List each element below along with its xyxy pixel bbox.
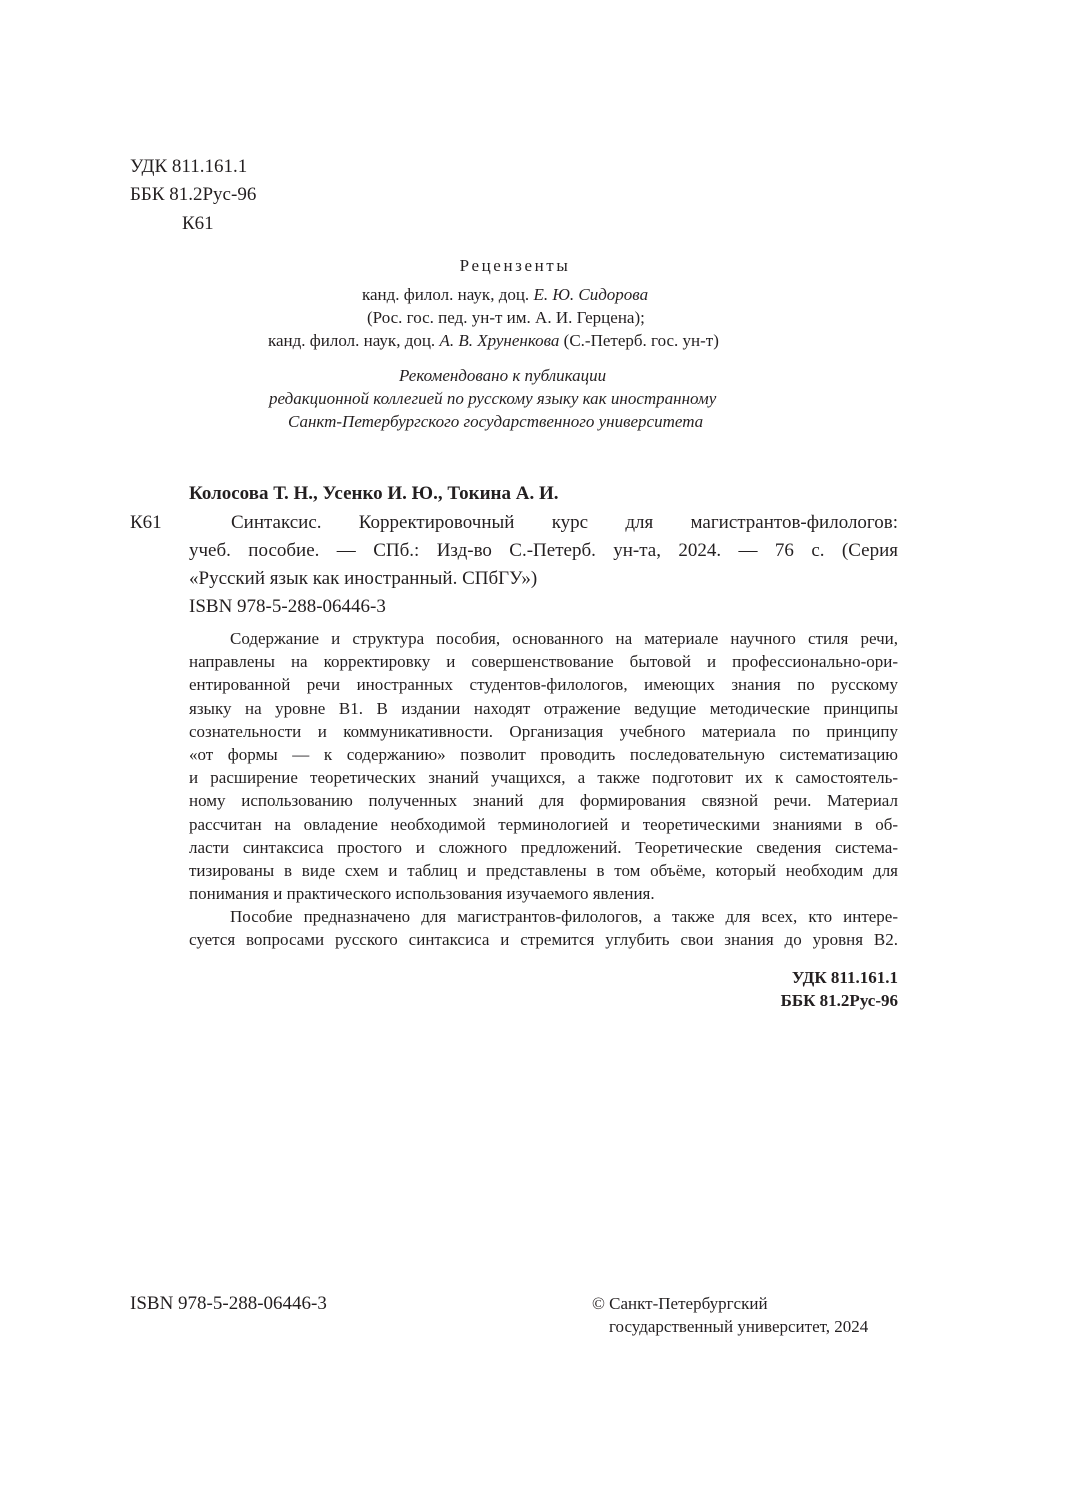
abstract (189, 627, 898, 952)
abstract-line: ласти синтаксиса простого и сложного предложений. Теоретические сведения система- (189, 837, 898, 857)
bib-author-sign: К61 (130, 512, 162, 533)
classification-udk: УДК 811.161.1 (791, 968, 898, 987)
abstract-line: ному использованию полученных знаний для формирования связной речи. Материал (189, 791, 898, 811)
abstract-line: и расширение теоретических знаний учащихся, а также подготовит их к самостоятель- (189, 768, 898, 788)
footer-isbn: ISBN 978-5-288-06446-3 (130, 1293, 327, 1314)
reviewer-1-name: Е. Ю. Сидорова (533, 285, 649, 304)
bib-isbn: ISBN 978-5-288-06446-3 (189, 596, 386, 617)
author-sign: К61 (182, 213, 214, 234)
abstract-line: «от формы — к содержанию» позволит проводить последовательную систематизацию (189, 744, 898, 764)
bbk-code: ББК 81.2Рус-96 (130, 184, 257, 205)
reviewer-1-degree: канд. филол. наук, доц. (362, 285, 534, 304)
bib-line-2: учеб. пособие. — СПб.: Изд-во С.-Петерб. ун-та, 2024. — 76 с. (Серия (189, 540, 898, 561)
recommendation-line-1: Рекомендовано к публикации (399, 366, 607, 385)
reviewer-1-org: (Рос. гос. пед. ун-т им. А. И. Герцена); (367, 308, 645, 327)
bib-line-1: Синтаксис. Корректировочный курс для магистрантов-филологов: (231, 512, 898, 533)
abstract-line: суется вопросами русского синтаксиса и стремится углубить свои знания до уровня B2. (189, 930, 898, 950)
abstract-line: ентированной речи иностранных студентов-филологов, имеющих знания по русскому (189, 675, 898, 695)
abstract-line: Пособие предназначено для магистрантов-филологов, а также для всех, кто интере- (230, 907, 898, 927)
abstract-line: языку на уровне B1. В издании находят отражение ведущие методические принципы (189, 698, 898, 718)
reviewer-2 (268, 331, 719, 351)
abstract-line: сознательности и коммуникативности. Организация учебного материала по принципу (189, 721, 898, 741)
reviewer-2-name: А. В. Хруненкова (439, 331, 560, 350)
copyright-line-1: © Санкт-Петербургский (592, 1294, 768, 1313)
reviewer-2-degree: канд. филол. наук, доц. (268, 331, 440, 350)
abstract-line: тизированы в виде схем и таблиц и представлены в том объёме, который необходим для (189, 860, 898, 880)
authors: Колосова Т. Н., Усенко И. Ю., Токина А. И. (189, 483, 559, 504)
udk-code: УДК 811.161.1 (130, 156, 248, 177)
classification-bbk: ББК 81.2Рус-96 (780, 991, 898, 1010)
reviewer-2-org: (С.-Петерб. гос. ун-т) (559, 331, 719, 350)
abstract-line: Содержание и структура пособия, основанного на материале научного стиля речи, (230, 629, 898, 648)
abstract-line: рассчитан на овладение необходимой терминологией и теоретическими знаниями в об- (189, 814, 898, 834)
copyright-line-2: государственный университет, 2024 (609, 1317, 869, 1336)
reviewer-1 (362, 285, 648, 305)
recommendation-line-2: редакционной коллегией по русскому языку как иностранному (269, 389, 717, 408)
reviewers-title: Рецензенты (459, 256, 571, 275)
bib-line-3: «Русский язык как иностранный. СПбГУ») (189, 568, 538, 589)
abstract-line: направлены на корректировку и совершенствование бытовой и профессионально-ори- (189, 652, 898, 672)
recommendation-line-3: Санкт-Петербургского государственного университета (288, 412, 704, 431)
abstract-line: понимания и практического использования изучаемого явления. (189, 884, 655, 904)
